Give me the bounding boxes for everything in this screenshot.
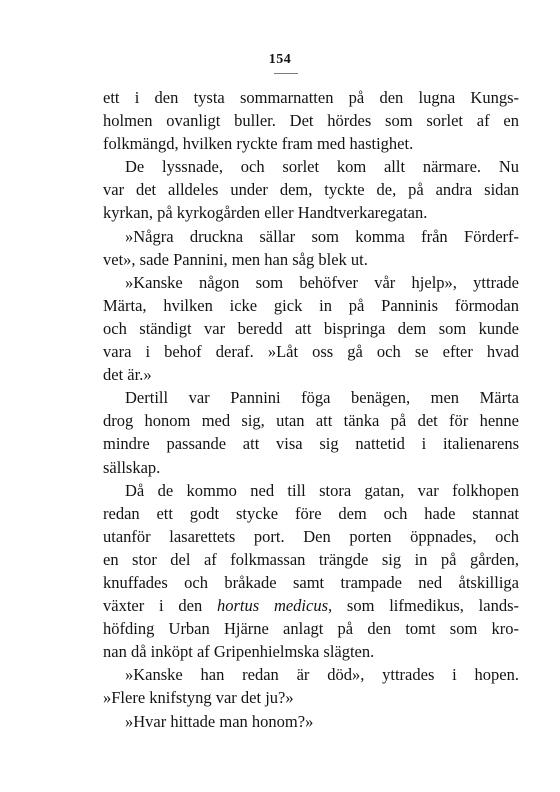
paragraph: [103, 479, 519, 664]
text-line: var det alldeles under dem, tyckte de, på andra sidan: [103, 180, 519, 200]
text-line: »Hvar hittade man honom?»: [125, 711, 314, 731]
text-line: ett i den tysta sommarnatten på den lugna Kungs-: [103, 88, 519, 107]
paragraph: [103, 86, 519, 155]
text-line-with-italic: [103, 594, 519, 617]
text-line: knuffades och bråkade samt trampade ned åtskilliga: [103, 572, 519, 592]
text-line: utanför lasarettets port. Den porten öppnades, och: [103, 526, 519, 546]
text-line: nan då inköpt af Gripenhielmska slägten.: [103, 642, 375, 662]
text-line: kyrkan, på kyrkogården eller Handtverkaregatan.: [103, 203, 428, 223]
text-line: höfding Urban Hjärne anlagt på den tomt som kro-: [103, 619, 519, 639]
text-line: mindre passande att visa sig nattetid i italienarens: [103, 434, 519, 454]
paragraph: [103, 225, 519, 271]
text-line: holmen ovanligt buller. Det hördes som sorlet af en: [103, 111, 519, 131]
text-line: vet», sade Pannini, men han såg blek ut.: [103, 249, 368, 269]
text-line: sällskap.: [103, 457, 161, 477]
text-line: vara i behof deraf. »Låt oss gå och se efter hvad: [103, 342, 519, 362]
paragraph: [103, 271, 519, 386]
text-line: redan ett godt stycke före dem och hade stannat: [103, 503, 519, 523]
text-line: en stor del af folkmassan trängde sig in på gården,: [103, 549, 519, 569]
text-line: »Kanske någon som behöfver vår hjelp», yttrade: [125, 272, 519, 292]
page-number-rule: [274, 73, 298, 74]
text-line: Då de kommo ned till stora gatan, var folkhopen: [125, 480, 519, 500]
text-line: »Flere knifstyng var det ju?»: [103, 688, 294, 708]
text-line: drog honom med sig, utan att tänka på det för henne: [103, 411, 519, 431]
body-text: [103, 86, 519, 733]
text-line: De lyssnade, och sorlet kom allt närmare. Nu: [125, 157, 519, 177]
paragraph: [103, 663, 519, 709]
text-run: växter i den: [103, 596, 217, 616]
italic-term: hortus medicus,: [216, 596, 333, 616]
text-line: det är.»: [103, 365, 152, 385]
paragraph: [103, 155, 519, 224]
paragraph: [103, 386, 519, 478]
text-line: Dertill var Pannini föga benägen, men Märta: [125, 388, 519, 408]
text-line: »Kanske han redan är död», yttrades i hopen.: [125, 665, 519, 685]
text-line: Märta, hvilken icke gick in på Panninis förmodan: [103, 295, 519, 315]
text-run: som lifmedikus, lands-: [332, 596, 520, 616]
text-line: folkmängd, hvilken ryckte fram med hastighet.: [103, 134, 414, 154]
page-number: 154: [268, 52, 292, 67]
text-line: »Några druckna sällar som komma från Förderf-: [125, 226, 519, 246]
text-line: och ständigt var beredd att bispringa dem som kunde: [103, 318, 519, 338]
paragraph: [103, 710, 519, 733]
